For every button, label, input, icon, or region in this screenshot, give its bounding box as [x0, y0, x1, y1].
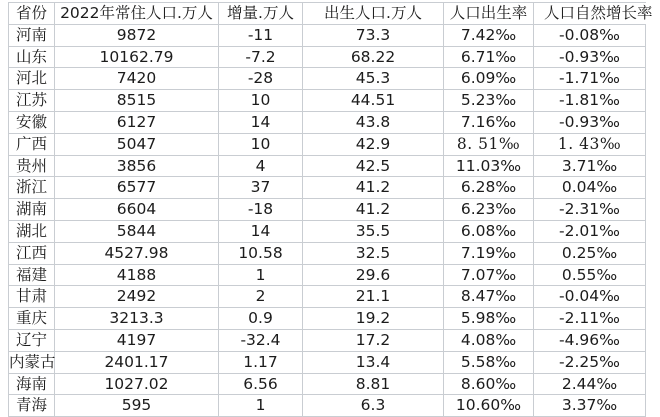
cell-natural-growth-rate: 1. 43‰ — [534, 133, 646, 155]
column-header-birth-rate: 人口出生率 — [444, 3, 534, 25]
cell-increment: -18 — [219, 199, 303, 221]
cell-population-2022: 9872 — [55, 24, 219, 46]
cell-birth-rate: 6.71‰ — [444, 46, 534, 68]
cell-natural-growth-rate: -2.01‰ — [534, 220, 646, 242]
cell-natural-growth-rate: 0.55‰ — [534, 264, 646, 286]
cell-births: 17.2 — [303, 329, 444, 351]
cell-province: 河南 — [9, 24, 55, 46]
cell-province: 内蒙古 — [9, 351, 55, 373]
cell-increment: 0.9 — [219, 308, 303, 330]
column-header-population-2022: 2022年常住人口.万人 — [55, 3, 219, 25]
cell-province: 甘肃 — [9, 286, 55, 308]
cell-population-2022: 4188 — [55, 264, 219, 286]
cell-population-2022: 3213.3 — [55, 308, 219, 330]
cell-province: 安徽 — [9, 111, 55, 133]
cell-increment: 1.17 — [219, 351, 303, 373]
cell-population-2022: 6577 — [55, 177, 219, 199]
cell-natural-growth-rate: -1.71‰ — [534, 68, 646, 90]
cell-birth-rate: 5.23‰ — [444, 90, 534, 112]
cell-births: 19.2 — [303, 308, 444, 330]
cell-population-2022: 4197 — [55, 329, 219, 351]
cell-increment: 10.58 — [219, 242, 303, 264]
cell-birth-rate: 11.03‰ — [444, 155, 534, 177]
cell-births: 21.1 — [303, 286, 444, 308]
cell-birth-rate: 5.98‰ — [444, 308, 534, 330]
cell-births: 6.3 — [303, 395, 444, 417]
cell-province: 青海 — [9, 395, 55, 417]
cell-births: 41.2 — [303, 177, 444, 199]
cell-births: 73.3 — [303, 24, 444, 46]
cell-increment: 37 — [219, 177, 303, 199]
table-row — [9, 133, 646, 155]
cell-birth-rate: 6.08‰ — [444, 220, 534, 242]
cell-province: 河北 — [9, 68, 55, 90]
cell-births: 42.9 — [303, 133, 444, 155]
cell-population-2022: 7420 — [55, 68, 219, 90]
population-table — [8, 2, 653, 417]
table-row — [9, 90, 646, 112]
cell-province: 湖北 — [9, 220, 55, 242]
table-header — [9, 3, 653, 25]
cell-population-2022: 5844 — [55, 220, 219, 242]
cell-province: 福建 — [9, 264, 55, 286]
cell-province: 江苏 — [9, 90, 55, 112]
cell-birth-rate: 6.09‰ — [444, 68, 534, 90]
table-row — [9, 373, 646, 395]
cell-births: 43.8 — [303, 111, 444, 133]
cell-increment: 4 — [219, 155, 303, 177]
table-body — [9, 24, 646, 416]
cell-province: 辽宁 — [9, 329, 55, 351]
cell-birth-rate: 8.47‰ — [444, 286, 534, 308]
cell-population-2022: 2401.17 — [55, 351, 219, 373]
cell-natural-growth-rate: -0.93‰ — [534, 111, 646, 133]
cell-births: 8.81 — [303, 373, 444, 395]
cell-natural-growth-rate: -4.96‰ — [534, 329, 646, 351]
cell-natural-growth-rate: 0.04‰ — [534, 177, 646, 199]
cell-natural-growth-rate: -0.08‰ — [534, 24, 646, 46]
cell-natural-growth-rate: 3.71‰ — [534, 155, 646, 177]
cell-population-2022: 1027.02 — [55, 373, 219, 395]
column-header-province: 省份 — [9, 3, 55, 25]
cell-increment: 1 — [219, 264, 303, 286]
cell-natural-growth-rate: -2.31‰ — [534, 199, 646, 221]
cell-birth-rate: 7.07‰ — [444, 264, 534, 286]
cell-province: 江西 — [9, 242, 55, 264]
cell-natural-growth-rate: -1.81‰ — [534, 90, 646, 112]
cell-birth-rate: 4.08‰ — [444, 329, 534, 351]
cell-births: 45.3 — [303, 68, 444, 90]
table-row — [9, 395, 646, 417]
cell-population-2022: 10162.79 — [55, 46, 219, 68]
cell-birth-rate: 6.23‰ — [444, 199, 534, 221]
table-row — [9, 351, 646, 373]
cell-births: 68.22 — [303, 46, 444, 68]
cell-increment: 14 — [219, 220, 303, 242]
cell-increment: 2 — [219, 286, 303, 308]
column-header-increment: 增量.万人 — [219, 3, 303, 25]
cell-province: 山东 — [9, 46, 55, 68]
table-row — [9, 111, 646, 133]
cell-population-2022: 2492 — [55, 286, 219, 308]
cell-province: 海南 — [9, 373, 55, 395]
cell-increment: 6.56 — [219, 373, 303, 395]
table-row — [9, 155, 646, 177]
cell-increment: 10 — [219, 90, 303, 112]
table-row — [9, 46, 646, 68]
cell-increment: -32.4 — [219, 329, 303, 351]
cell-population-2022: 8515 — [55, 90, 219, 112]
table-row — [9, 308, 646, 330]
cell-province: 重庆 — [9, 308, 55, 330]
cell-births: 42.5 — [303, 155, 444, 177]
cell-natural-growth-rate: 0.25‰ — [534, 242, 646, 264]
cell-province: 湖南 — [9, 199, 55, 221]
cell-natural-growth-rate: -0.04‰ — [534, 286, 646, 308]
cell-birth-rate: 7.42‰ — [444, 24, 534, 46]
cell-population-2022: 3856 — [55, 155, 219, 177]
cell-births: 44.51 — [303, 90, 444, 112]
cell-population-2022: 5047 — [55, 133, 219, 155]
cell-birth-rate: 7.16‰ — [444, 111, 534, 133]
table-row — [9, 68, 646, 90]
cell-population-2022: 4527.98 — [55, 242, 219, 264]
cell-natural-growth-rate: 3.37‰ — [534, 395, 646, 417]
table-row — [9, 220, 646, 242]
table-row — [9, 199, 646, 221]
cell-births: 13.4 — [303, 351, 444, 373]
cell-births: 41.2 — [303, 199, 444, 221]
cell-population-2022: 595 — [55, 395, 219, 417]
column-header-births: 出生人口.万人 — [303, 3, 444, 25]
cell-population-2022: 6127 — [55, 111, 219, 133]
cell-increment: -11 — [219, 24, 303, 46]
table-row — [9, 177, 646, 199]
table-row — [9, 24, 646, 46]
cell-births: 35.5 — [303, 220, 444, 242]
table-header-row — [9, 3, 646, 25]
table-row — [9, 264, 646, 286]
cell-natural-growth-rate: -0.93‰ — [534, 46, 646, 68]
column-header-natural-growth-rate: 人口自然增长率 — [534, 3, 646, 25]
cell-births: 32.5 — [303, 242, 444, 264]
cell-province: 广西 — [9, 133, 55, 155]
cell-natural-growth-rate: -2.25‰ — [534, 351, 646, 373]
cell-birth-rate: 5.58‰ — [444, 351, 534, 373]
cell-population-2022: 6604 — [55, 199, 219, 221]
cell-birth-rate: 8.60‰ — [444, 373, 534, 395]
cell-births: 29.6 — [303, 264, 444, 286]
cell-birth-rate: 6.28‰ — [444, 177, 534, 199]
cell-province: 浙江 — [9, 177, 55, 199]
cell-increment: -7.2 — [219, 46, 303, 68]
cell-birth-rate: 10.60‰ — [444, 395, 534, 417]
cell-province: 贵州 — [9, 155, 55, 177]
cell-increment: 14 — [219, 111, 303, 133]
table-row — [9, 242, 646, 264]
table-row — [9, 329, 646, 351]
cell-increment: 1 — [219, 395, 303, 417]
cell-increment: 10 — [219, 133, 303, 155]
cell-birth-rate: 8. 51‰ — [444, 133, 534, 155]
cell-natural-growth-rate: 2.44‰ — [534, 373, 646, 395]
cell-natural-growth-rate: -2.11‰ — [534, 308, 646, 330]
table-row — [9, 286, 646, 308]
cell-birth-rate: 7.19‰ — [444, 242, 534, 264]
cell-increment: -28 — [219, 68, 303, 90]
